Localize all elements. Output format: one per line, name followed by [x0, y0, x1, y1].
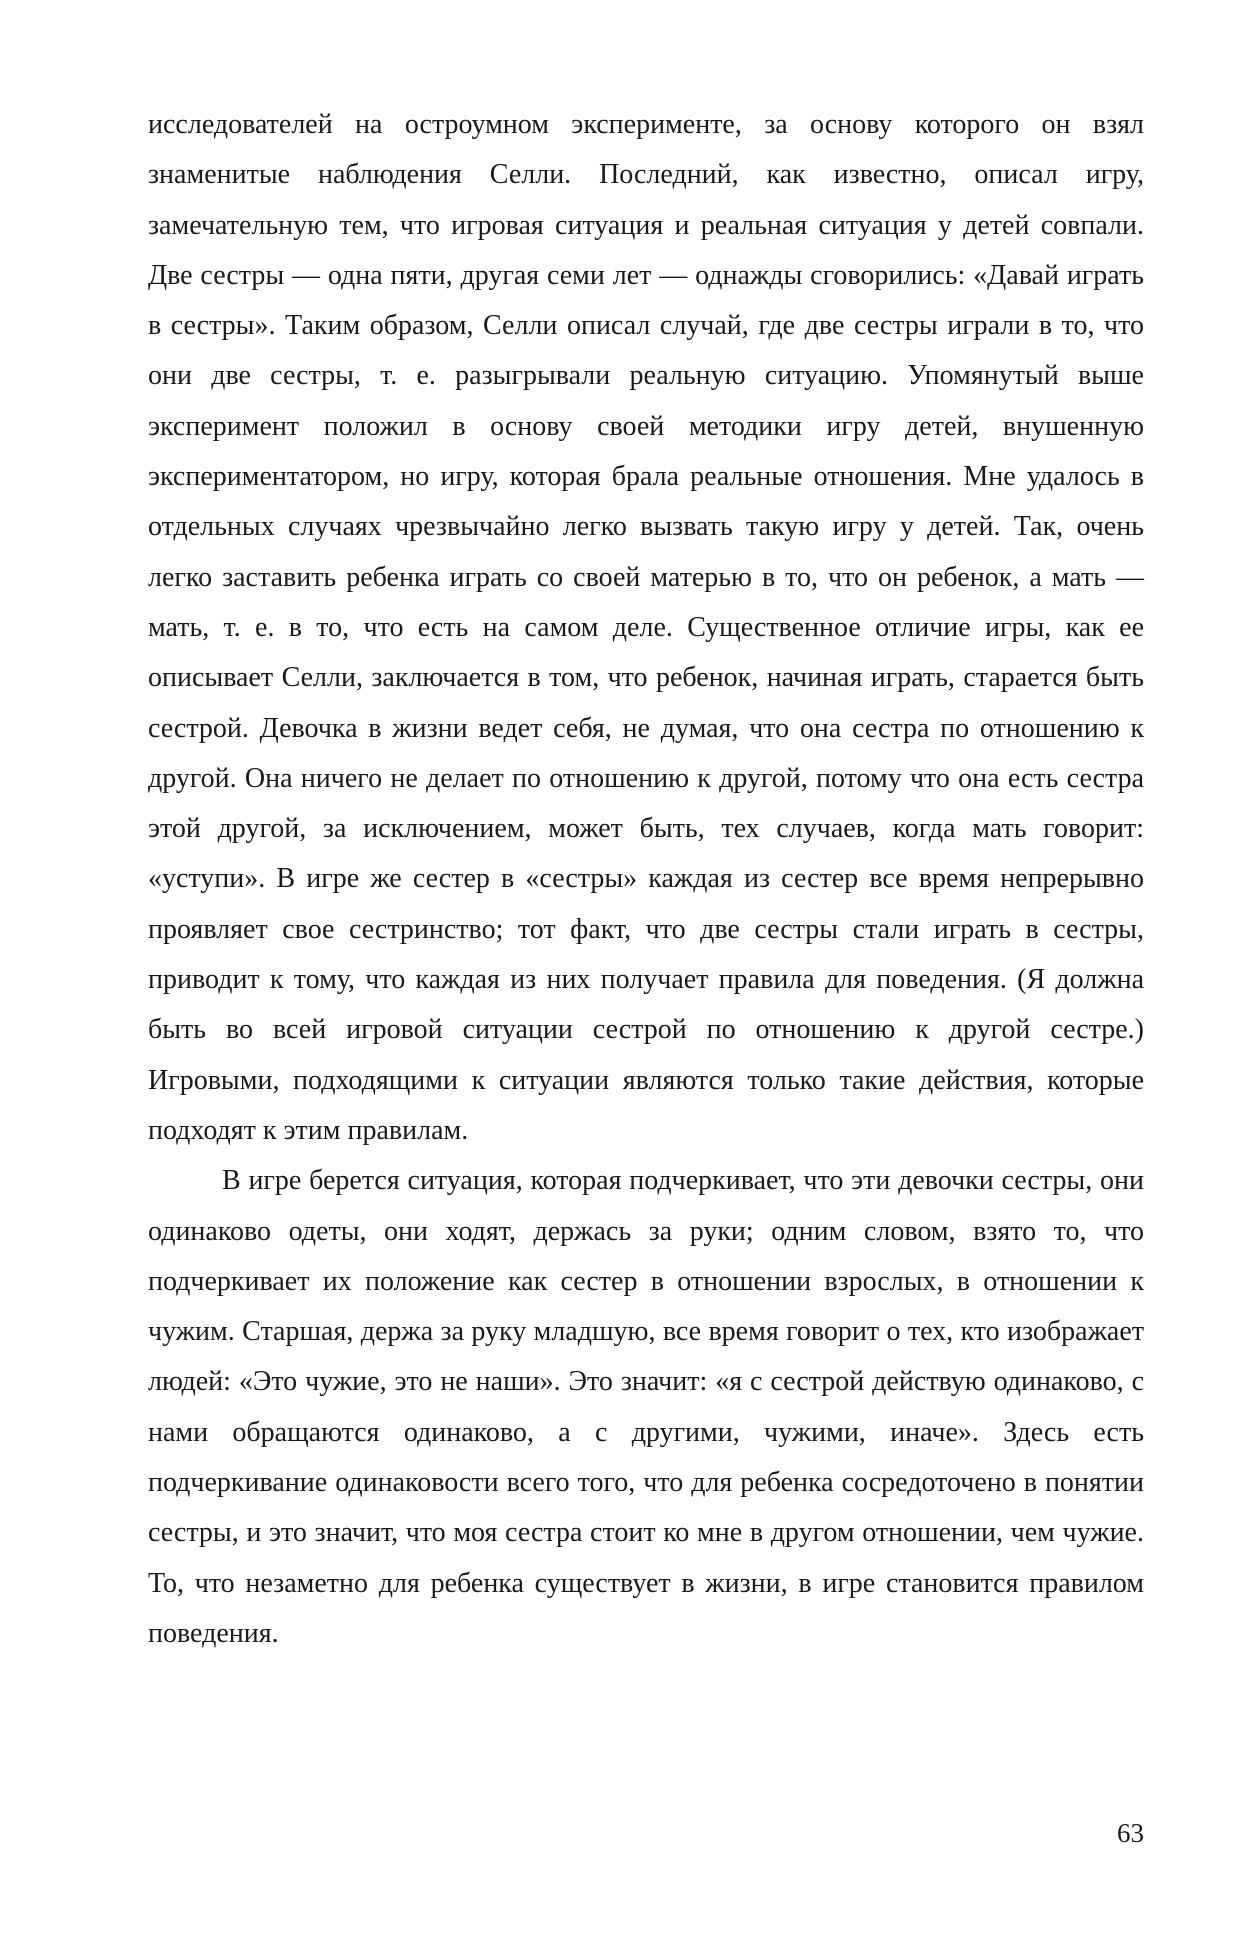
- page-number: 63: [1117, 1818, 1144, 1848]
- paragraph-1: исследователей на остроумном эксперименте, за основу которого он взял знаменитые наблюдения Селли. Последний, как известно, описал игру, замечательную тем, что игровая ситуация и реальная ситуация у детей совпали. Две сестры — одна пяти, другая семи лет — однажды сговорились: «Давай играть в сестры». Таким образом, Селли описал случай, где две сестры играли в то, что они две сестры, т. е. разыгрывали реальную ситуацию. Упомянутый выше эксперимент положил в основу своей методики игру детей, внушенную экспериментатором, но игру, которая брала реальные отношения. Мне удалось в отдельных случаях чрезвычайно легко вызвать такую игру у детей. Так, очень легко заставить ребенка играть со своей матерью в то, что он ребенок, а мать — мать, т. е. в то, что есть на самом деле. Существенное отличие игры, как ее описывает Селли, заключается в том, что ребенок, начиная играть, старается быть сестрой. Девочка в жизни ведет себя, не думая, что она сестра по отношению к другой. Она ничего не делает по отношению к другой, потому что она есть сестра этой другой, за исключением, может быть, тех случаев, когда мать говорит: «уступи». В игре же сестер в «сестры» каждая из сестер все время непрерывно проявляет свое сестринство; тот факт, что две сестры стали играть в сестры, приводит к тому, что каждая из них получает правила для поведения. (Я должна быть во всей игровой ситуации сестрой по отношению к другой сестре.) Игровыми, подходящими к ситуации являются только такие действия, которые подходят к этим правилам.: [148, 109, 1144, 1146]
- paragraph-2: В игре берется ситуация, которая подчеркивает, что эти девочки сестры, они одинаково одеты, они ходят, держась за руки; одним словом, взято то, что подчеркивает их положение как сестер в отношении взрослых, в отношении к чужим. Старшая, держа за руку младшую, все время говорит о тех, кто изображает людей: «Это чужие, это не наши». Это значит: «я с сестрой действую одинаково, с нами обращаются одинаково, а с другими, чужими, иначе». Здесь есть подчеркивание одинаковости всего того, что для ребенка сосредоточено в понятии сестры, и это значит, что моя сестра стоит ко мне в другом отношении, чем чужие. То, что незаметно для ребенка существует в жизни, в игре становится правилом поведения.: [148, 1165, 1144, 1649]
- body-text: [148, 100, 1144, 1659]
